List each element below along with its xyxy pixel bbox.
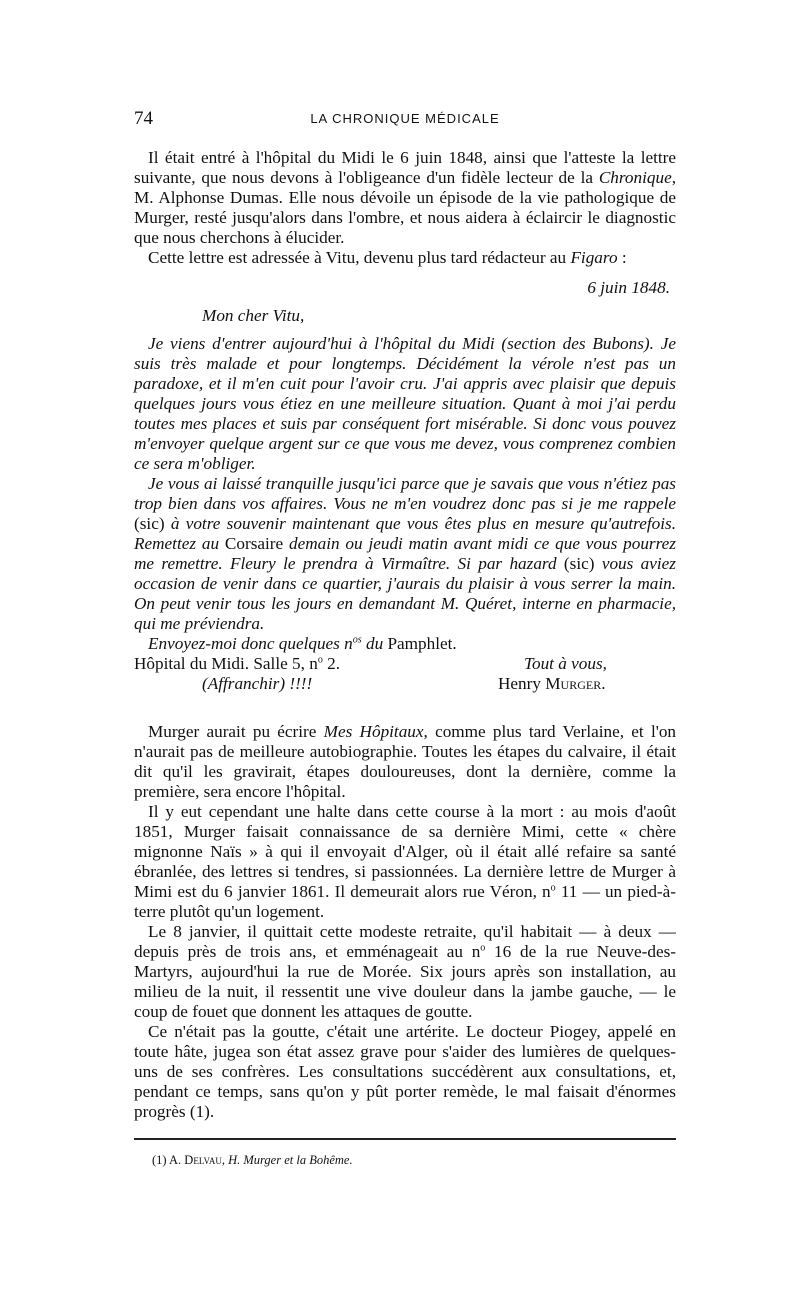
text-run: Hôpital du Midi. Salle 5, n (134, 654, 318, 673)
book-title: Mes Hôpitaux (323, 722, 424, 741)
newspaper-name: Corsaire (224, 534, 284, 553)
sic-note: (sic) (134, 514, 165, 533)
text-run: vous aviez occasion de venir dans ce quartier, j'aurais du plaisir à vous serrer la main. On peut venir tous les jours en demandant M. Quéret, interne en pharmacie, qui me préviendra. (134, 554, 676, 633)
text-run: , M. Alphonse Dumas. Elle nous dévoile un épisode de la vie pathologique de Murger, resté jusqu'alors dans l'ombre, et nous aidera à éclaircir le diagnostic que nous cherchons à élucider. (134, 168, 676, 247)
text-run: Il était entré à l'hôpital du Midi le 6 juin 1848, ainsi que l'atteste la lettre suivante, que nous devons à l'obligeance d'un fidèle lecteur de la (134, 148, 676, 187)
footnote (152, 1153, 353, 1168)
text-run: 2. (322, 654, 340, 673)
footnote-marker: (1) A. (152, 1153, 185, 1167)
signature-line-2 (134, 674, 676, 694)
letter-paragraph-1: Je viens d'entrer aujourd'hui à l'hôpital du Midi (section des Bubons). Je suis très malade et pour longtemps. Décidément la vérole n'est pas un paradoxe, et il m'en cuit pour l'avoir cru. J'ai appris avec plaisir que depuis quelques jours vous étiez en une meilleure situation. Quant à moi j'ai perdu toutes mes places et suis par conséquent fort misérable. Si donc vous pouvez m'envoyer quelque argent sur ce que vous me devez, vous comprenez combien ce sera m'obliger. (134, 334, 676, 473)
text-run: : (617, 248, 627, 267)
letter-signature (498, 674, 606, 694)
body-paragraph-3 (134, 922, 676, 1022)
postage-note: (Affranchir) !!!! (202, 674, 313, 693)
footnote-rule (134, 1138, 676, 1140)
intro-paragraph-2 (134, 248, 676, 268)
body-paragraph-1 (134, 722, 676, 802)
text-run: demain ou jeudi matin avant midi ce que vous pourrez me remettre. Fleury le prendra à Virmaître. Si par hazard (134, 534, 676, 573)
journal-title: Chronique (598, 168, 672, 187)
newspaper-title: Figaro (570, 248, 618, 267)
text-run: , comme plus tard Verlaine, et l'on n'aurait pas de meilleure autobiographie. Toutes les étapes du calvaire, il était dit qu'il les gravirait, étapes douloureuses, dont la dernière, comme la première, sera encore l'hôpital. (134, 722, 677, 801)
footnote-author: Delvau (184, 1153, 222, 1167)
text-run: 16 de la rue Neuve-des-Martyrs, aujourd'hui la rue de Morée. Six jours après son installation, au milieu de la nuit, il ressentit une vive douleur dans la jambe gauche, — le coup de fouet que donnent les attaques de goutte. (134, 942, 676, 1021)
superscript: o (317, 654, 323, 666)
letter-date: 6 juin 1848. (587, 278, 670, 297)
hospital-address (134, 654, 340, 674)
letter-closing: Tout à vous, (524, 654, 607, 673)
footnote-title: H. Murger et la Bohême. (228, 1153, 353, 1167)
superscript: o (550, 882, 556, 894)
superscript: os (352, 634, 362, 646)
text-run: Murger aurait pu écrire (148, 722, 324, 741)
sic-note: (sic) (563, 554, 595, 573)
text-run: , (221, 1153, 229, 1167)
signature-surname: Murger. (545, 674, 606, 693)
quoted-letter (134, 278, 676, 694)
signature-line-1 (134, 654, 676, 674)
body-paragraph-4: Ce n'était pas la goutte, c'était une artérite. Le docteur Piogey, appelé en toute hâte, jugea son état assez grave pour s'aider des lumières de quelques-uns de ses confrères. Les consultations succédèrent aux consultations, et, pendant ce temps, sans qu'on y pût porter remède, le mal faisait d'énormes progrès (1). (134, 1022, 676, 1121)
intro-paragraph-1 (134, 148, 676, 248)
text-run: du (361, 634, 388, 653)
page-number: 74 (134, 108, 153, 129)
text-run: Le 8 janvier, il quittait cette modeste retraite, qu'il habitait — à deux — depuis près de trois ans, et emménageait au n (134, 922, 676, 961)
text-run: 11 — un pied-à-terre plutôt qu'un logement. (134, 882, 677, 921)
text-run: à votre souvenir maintenant que vous êtes plus en mesure qu'autrefois. Remettez au (134, 514, 676, 553)
superscript: o (480, 942, 486, 954)
letter-salutation: Mon cher Vitu, (202, 306, 305, 325)
pamphlet-name: Pamphlet. (387, 634, 457, 653)
text-run: Henry (498, 674, 546, 693)
text-run: Je vous ai laissé tranquille jusqu'ici parce que je savais que vous n'étiez pas trop bien dans vos affaires. Vous ne m'en voudrez donc pas si je me rappele (134, 474, 676, 513)
body-paragraph-2 (134, 802, 676, 922)
letter-paragraph-2 (134, 474, 676, 634)
text-run: Cette lettre est adressée à Vitu, devenu plus tard rédacteur au (148, 248, 571, 267)
page-header (134, 108, 676, 132)
page-body (134, 148, 676, 1122)
running-title: LA CHRONIQUE MÉDICALE (310, 111, 500, 126)
text-run: Il y eut cependant une halte dans cette course à la mort : au mois d'août 1851, Murger faisait connaissance de sa dernière Mimi, cette « chère mignonne Naïs » à qui il envoyait d'Alger, où il était allé refaire sa santé ébranlée, des lettres si tendres, si passionnées. La dernière lettre de Murger à Mimi est du 6 janvier 1861. Il demeurait alors rue Véron, n (134, 802, 676, 901)
text-run: Envoyez-moi donc quelques n (148, 634, 353, 653)
letter-paragraph-3 (134, 634, 676, 654)
